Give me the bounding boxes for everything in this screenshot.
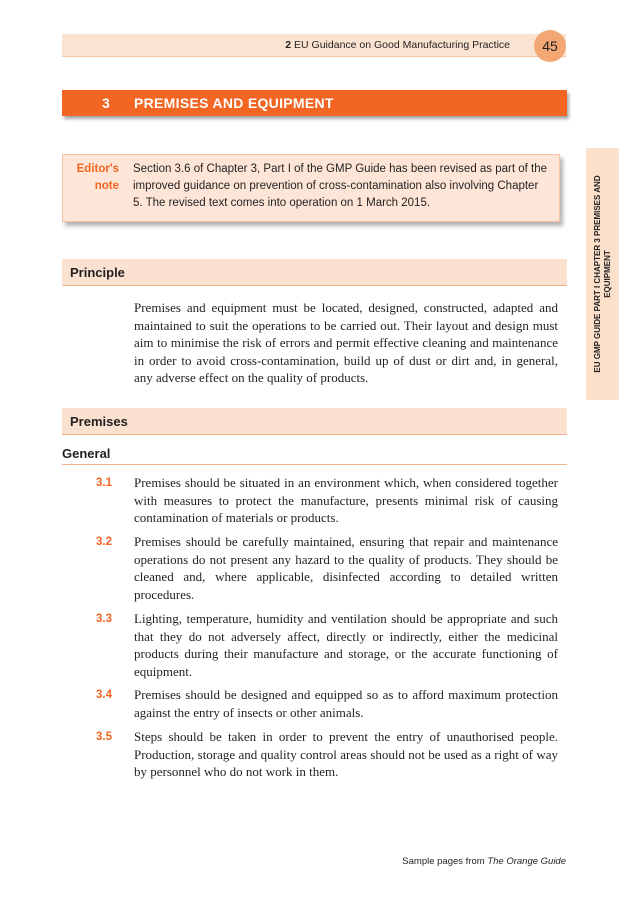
running-head <box>250 39 510 51</box>
clause-number: 3.5 <box>96 731 112 743</box>
footer <box>380 856 566 867</box>
general-subheading: General <box>62 446 111 461</box>
editors-note-text: Section 3.6 of Chapter 3, Part I of the GMP Guide has been revised as part of the improved guidance on prevention of cross-contamination also involving Chapter 5. The revised text comes into operation on 1 March 2015. <box>133 163 548 209</box>
editors-note-label <box>67 161 119 195</box>
clause-text: Premises should be designed and equipped so as to afford maximum protection against the entry of insects or other animals. <box>134 687 558 720</box>
clause-number: 3.1 <box>96 477 112 489</box>
clause-number: 3.3 <box>96 613 112 625</box>
clause-text: Premises should be carefully maintained, ensuring that repair and maintenance operations do not present any hazard to the quality of products. They should be cleaned and, where applicable, disinfected according to detailed written procedures. <box>134 534 558 602</box>
clause-number: 3.4 <box>96 689 112 701</box>
footer-prefix: Sample pages from <box>402 856 485 867</box>
clause-text: Lighting, temperature, humidity and ventilation should be appropriate and such that they do not adversely affect, directly or indirectly, either the medicinal products during their manufacture and storage, or the accurate functioning of equipment. <box>134 611 558 679</box>
running-head-title: EU Guidance on Good Manufacturing Practice <box>294 39 510 51</box>
principle-heading-bar <box>62 259 567 286</box>
side-tab-text: EU GMP GUIDE PART I CHAPTER 3 PREMISES AND EQUIPMENT <box>592 175 612 373</box>
page-number: 45 <box>534 30 566 62</box>
principle-heading: Principle <box>70 265 125 280</box>
editors-note-label-line2: note <box>94 180 119 192</box>
footer-book-title: The Orange Guide <box>487 856 566 867</box>
editors-note-label-line1: Editor's <box>76 163 119 175</box>
subheading-rule <box>62 464 567 465</box>
chapter-title-bar <box>62 90 567 116</box>
premises-heading-bar <box>62 408 567 435</box>
chapter-title: PREMISES AND EQUIPMENT <box>134 95 334 111</box>
chapter-number: 3 <box>102 95 111 111</box>
running-head-chapter: 2 <box>285 39 292 51</box>
premises-heading: Premises <box>70 414 128 429</box>
side-tab <box>586 148 619 400</box>
editors-note-box <box>62 154 560 222</box>
clause-number: 3.2 <box>96 536 112 548</box>
clause-text: Premises should be situated in an environment which, when considered together with measures to protect the manufacture, presents minimal risk of causing contamination of materials or products. <box>134 475 558 525</box>
principle-text: Premises and equipment must be located, designed, constructed, adapted and maintained to suit the operations to be carried out. Their layout and design must aim to minimise the risk of errors and permit effective cleaning and maintenance in order to avoid cross-contamination, build up of dust or dirt and, in general, any adverse effect on the quality of products. <box>134 300 558 385</box>
clause-text: Steps should be taken in order to prevent the entry of unauthorised people. Production, storage and quality control areas should not be used as a right of way by personnel who do not work in them. <box>134 729 558 779</box>
